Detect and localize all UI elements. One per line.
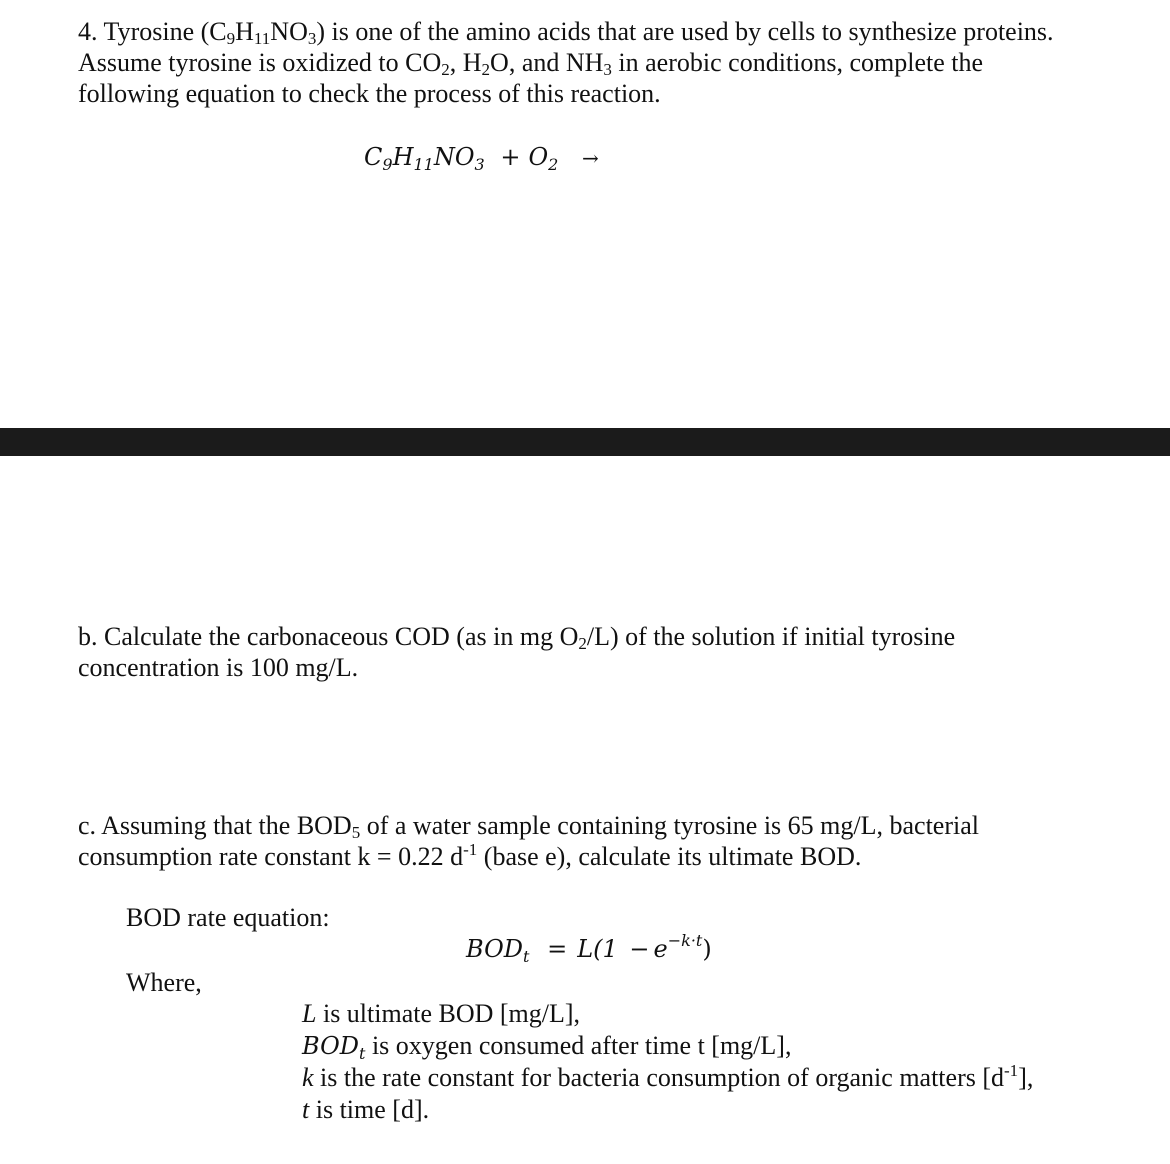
rate-equation-label: BOD rate equation: xyxy=(126,903,330,932)
part-b-text xyxy=(78,621,1100,683)
definition-l: L is ultimate BOD [mg/L], xyxy=(302,999,581,1028)
part-b-line-2: concentration is 100 mg/L. xyxy=(78,653,359,682)
where-label: Where, xyxy=(126,968,202,997)
part-c-line-2: consumption rate constant k = 0.22 $d^{-1}$ (base e), calculate its ultimate BOD. xyxy=(78,840,862,871)
q4-line-1: 4. Tyrosine $(C_9H_{11}NO_3)$ is one of the amino acids that are used by cells to synthesize proteins. xyxy=(78,17,1054,48)
tyrosine-formula: $C_9H_{11}NO_3$ xyxy=(209,17,317,48)
variable-definitions xyxy=(302,998,1033,1126)
bod-rate-equation: $BOD_t = L(1 - e^{-k\cdot t})$ xyxy=(466,931,712,966)
part-c-text xyxy=(78,810,1100,872)
section-divider xyxy=(0,428,1170,456)
tyrosine-equation: $C_9H_{11}NO_3 + O_2$ → xyxy=(364,143,599,174)
definition-k: k is the rate constant for bacteria consumption of organic matters $[d^{-1}]$, xyxy=(302,1061,1034,1092)
definition-t: t is time [d]. xyxy=(302,1095,430,1124)
reaction-arrow-icon: → xyxy=(582,146,599,170)
q4-line-2: Assume tyrosine is oxidized to $CO_2$, $H_2O$, and $NH_3$ in aerobic conditions, complete the xyxy=(78,48,984,79)
question-4-text xyxy=(78,16,1100,109)
question-number: 4. xyxy=(78,17,98,46)
part-b-line-1: b. Calculate the carbonaceous COD (as in mg $O_2/L$) of the solution if initial tyrosine xyxy=(78,622,956,653)
q4-line-3: following equation to check the process of this reaction. xyxy=(78,79,661,108)
definition-bodt: $BOD_t$ is oxygen consumed after time t [mg/L], xyxy=(302,1031,792,1063)
part-c-line-1: c. Assuming that the $BOD_5$ of a water sample containing tyrosine is 65 mg/L, bacterial xyxy=(78,811,979,842)
